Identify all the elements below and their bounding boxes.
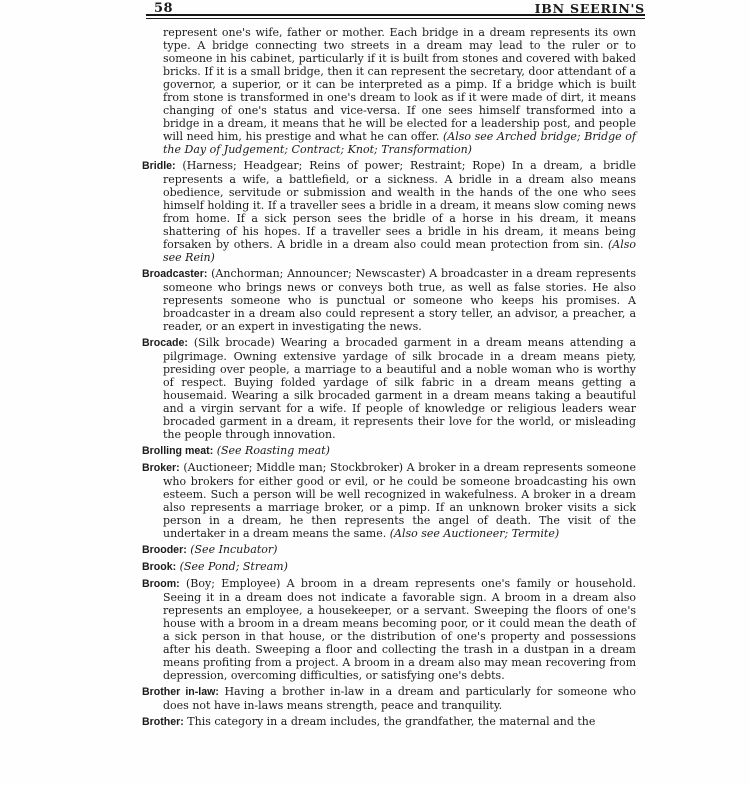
entry-term: Brocade: — [142, 337, 188, 349]
entry-term: Brother in-law: — [142, 686, 219, 698]
dictionary-entry — [142, 26, 636, 156]
dictionary-entry — [142, 267, 636, 333]
dictionary-entry — [142, 444, 636, 458]
header-rule-divider — [146, 14, 645, 19]
dictionary-entry — [142, 159, 636, 264]
entry-term: Broadcaster: — [142, 268, 208, 280]
entry-cross-reference: (See Roasting meat) — [216, 444, 330, 457]
dictionary-entry — [142, 715, 636, 729]
entry-definition: (Boy; Employee) A broom in a dream represents one's family or household. Seeing it in a dream does not indicate a favorable sign. A broom in a dream also represents an employee, a housekeeper, or a servant. Sweeping the floors of one's house with a broom in a dream means becoming poor, or it could mean the death of a sick person in that house, or the distribution of one's property and possessions after his death. Sweeping a floor and collecting the trash in a dustpan in a dream means profiting from a project. A broom in a dream also may mean recovering from depression, overcoming difficulties, or satisfying one's debts. — [163, 577, 636, 682]
running-head-title: IBN SEERIN'S — [534, 1, 645, 16]
page-number: 58 — [154, 1, 174, 16]
entry-term: Brolling meat: — [142, 445, 214, 457]
dictionary-entry — [142, 577, 636, 682]
entry-definition: (Anchorman; Announcer; Newscaster) A broadcaster in a dream represents someone who brings news or conveys both true, as well as false stories. He also represents someone who is punctual or someone who keeps his promises. A broadcaster in a dream also could represent a story teller, an advisor, a preacher, a reader, or an expert in investigating the news. — [163, 267, 636, 333]
entry-definition: This category in a dream includes, the grandfather, the maternal and the — [187, 715, 596, 728]
entry-term: Brooder: — [142, 544, 187, 556]
entry-term: Broker: — [142, 462, 180, 474]
entry-definition: (Auctioneer; Middle man; Stockbroker) A broker in a dream represents someone who brokers for either good or evil, or he could be someone broadcasting his own esteem. Such a person will be well recognized in wakefulness. A broker in a dream also represents a marriage broker, or a pimp. If an unknown broker visits a sick person in a dream, he then represents the angel of death. The visit of the undertaker in a dream means the same. — [163, 461, 637, 540]
entry-cross-reference: (Also see Auctioneer; Termite) — [389, 527, 560, 540]
entry-term: Bridle: — [142, 160, 176, 172]
entry-definition: represent one's wife, father or mother. Each bridge in a dream represents its own type. A bridge connecting two streets in a dream may lead to the ruler or to someone in his cabinet, particularly if it is built from stones and covered with baked bricks. If it is a small bridge, then it can represent the secretary, door attendant of a governor, a superior, or it can be interpreted as a pimp. If a bridge which is built from stone is transformed in one's dream to look as if it were made of dirt, it means changing of one's status and vice-versa. If one sees himself transformed into a bridge in a dream, it means that he will be elected for a leadership post, and people will need him, his prestige and what he can offer. — [163, 26, 636, 143]
entry-term: Brook: — [142, 561, 177, 573]
entry-cross-reference: (See Pond; Stream) — [179, 560, 288, 573]
dictionary-entry — [142, 336, 636, 441]
entries-list — [142, 26, 636, 732]
entry-cross-reference: (Also see Rein) — [163, 238, 636, 264]
entry-term: Broom: — [142, 578, 180, 590]
entry-definition: Having a brother in-law in a dream and particularly for someone who does not have in-laws means strength, peace and tranquility. — [163, 685, 636, 712]
entry-cross-reference: (See Incubator) — [190, 543, 278, 556]
dictionary-entry — [142, 543, 636, 557]
entry-definition: (Silk brocade) Wearing a brocaded garment in a dream means attending a pilgrimage. Owning extensive yardage of silk brocade in a dream means piety, presiding over people, a marriage to a beautiful and a noble woman who is worthy of respect. Buying folded yardage of silk fabric in a dream means getting a housemaid. Wearing a silk brocaded garment in a dream means taking a beautiful and a virgin servant for a wife. If people of knowledge or religious leaders wear brocaded garment in a dream, it represents their love for the world, or misleading the people through innovation. — [163, 336, 637, 441]
dictionary-entry — [142, 560, 636, 574]
entry-cross-reference: (Also see Arched bridge; Bridge of the Day of Judgement; Contract; Knot; Transformation) — [163, 130, 636, 156]
dictionary-entry — [142, 685, 636, 712]
entry-definition: (Harness; Headgear; Reins of power; Restraint; Rope) In a dream, a bridle represents a wife, a battlefield, or a sickness. A bridle in a dream also means obedience, servitude or submission and wealth in the hands of the one who sees himself holding it. If a traveller sees a bridle in a dream, it means slow coming news from home. If a sick person sees the bridle of a horse in his dream, it means shattering of his hopes. If a traveller sees a bridle in his dream, it means being forsaken by others. A bridle in a dream also could mean protection from sin. — [163, 159, 636, 251]
dictionary-entry — [142, 461, 636, 540]
entry-term: Brother: — [142, 716, 184, 728]
